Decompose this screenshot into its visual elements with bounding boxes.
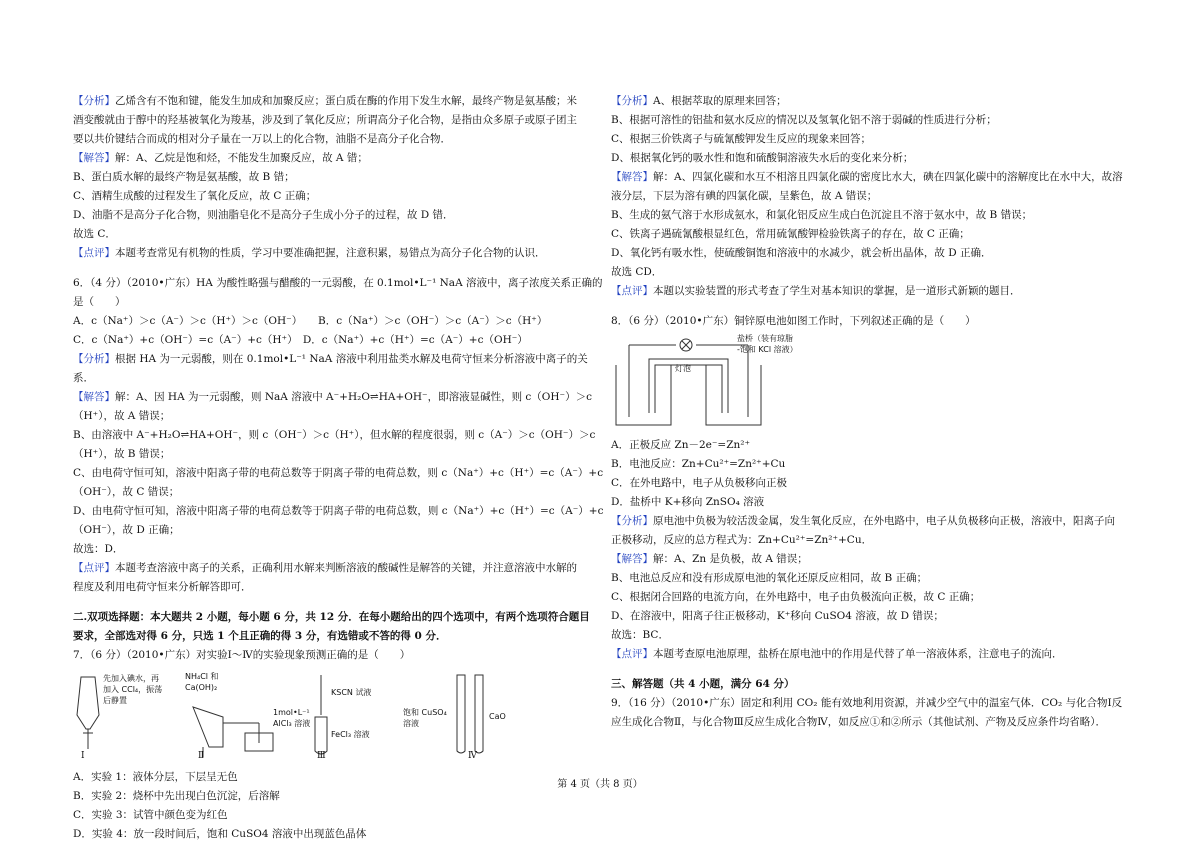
q7-label-2-line: NH₄Cl 和 — [185, 672, 219, 681]
q7-option: D．实验 4：放一段时间后，饱和 CuSO4 溶液中出现蓝色晶体 — [73, 828, 367, 840]
q7-solution-line: 【解答】解：A、四氯化碳和水互不相溶且四氯化碳的密度比水大，碘在四氯化碳中的溶解度比在水中大，故溶 — [611, 171, 1123, 183]
q8-bridge-label — [737, 333, 798, 355]
q8-cell-figure — [611, 335, 1131, 430]
q5-analysis-line: 要以共价键结合而成的相对分子量在一万以上的化合物，油脂不是高分子化合物． — [73, 133, 451, 145]
q7-label-1-line: 后静置 — [103, 696, 127, 705]
q8-solution-line: 故选：BC． — [611, 629, 669, 641]
section2-heading: 二.双项选择题：本大题共 2 小题，每小题 6 分，共 12 分．在每小题给出的四个选项中，有两个选项符合题目 — [73, 611, 590, 623]
q7-label-1-line: 加入 CCl₄，振荡 — [103, 685, 163, 694]
q6-option-line: A．c（Na⁺）＞c（A⁻）＞c（H⁺）＞c（OH⁻） B．c（Na⁺）＞c（OH⁻）＞c（A⁻）＞c（H⁺） — [73, 315, 548, 327]
q7-label-3-line: 1mol•L⁻¹ — [273, 708, 310, 717]
q5-solution-line: D、油脂不是高分子化合物，则油脂皂化不是高分子生成小分子的过程，故 D 错． — [73, 209, 454, 221]
section-tag: 【点评】 — [73, 247, 115, 259]
q7-solution-line: D、氧化钙有吸水性，使硫酸铜饱和溶液中的水减少，就会析出晶体，故 D 正确． — [611, 247, 992, 259]
q5-solution-line: 故选 C． — [73, 228, 116, 240]
section3-heading: 三、解答题（共 4 小题，满分 64 分） — [611, 678, 795, 690]
q8-option: A．正极反应 Zn－2e⁻=Zn²⁺ — [611, 439, 751, 451]
q7-experiment-figure — [73, 667, 583, 762]
q5-analysis-line: 酒变酸就由于醇中的羟基被氧化为羧基，涉及到了氧化反应；所谓高分子化合物，是指由众多原子或原子团主 — [73, 114, 577, 126]
q6-solution-line: B、由溶液中 A⁻+H₂O⇌HA+OH⁻，则 c（OH⁻）＞c（H⁺），但水解的程度很弱，则 c（A⁻）＞c（OH⁻）＞c — [73, 429, 596, 441]
q7-label-4: KSCN 试液 — [331, 688, 372, 697]
q6-solution-line: 故选：D． — [73, 543, 124, 555]
q7-label-5: FeCl₃ 溶液 — [331, 730, 370, 739]
q7-label-6-line: 饱和 CuSO₄ — [403, 708, 447, 717]
q7-label-1 — [103, 673, 162, 706]
q6-solution-line: 【解答】解：A、因 HA 为一元弱酸，则 NaA 溶液中 A⁻+H₂O⇌HA+OH⁻，即溶液显碱性，则 c（OH⁻）＞c — [73, 391, 592, 403]
q9-stem: 9．（16 分）（2010•广东）固定和利用 CO₂ 能有效地利用资源，并减少空气中的温室气体．CO₂ 与化合物Ⅰ反 — [611, 697, 1123, 709]
q7-roman-2: Ⅱ — [198, 751, 205, 761]
section2-heading: 要求，全部选对得 6 分，只选 1 个且正确的得 3 分，有选错或不答的得 0 分． — [73, 630, 447, 642]
q6-analysis-line: 系． — [73, 372, 94, 384]
q7-label-6-line: 溶液 — [403, 719, 419, 728]
q7-solution-line: C、铁离子遇硫氰酸根显红色，常用硫氰酸钾检验铁离子的存在，故 C 正确； — [611, 228, 970, 240]
q8-bulb-label: 灯泡 — [675, 364, 691, 373]
q6-comment: 【点评】本题考查溶液中离子的关系，正确利用水解来判断溶液的酸碱性是解答的关键，并注意溶液中水解的 — [73, 562, 577, 574]
q5-comment: 【点评】本题考查常见有机物的性质，学习中要准确把握，注意积累，易错点为高分子化合物的认识． — [73, 247, 546, 259]
q6-stem: 6．（4 分）（2010•广东）HA 为酸性略强与醋酸的一元弱酸，在 0.1mol•L⁻¹ NaA 溶液中，离子浓度关系正确的 — [73, 277, 603, 289]
q7-roman-3: Ⅲ — [317, 751, 326, 761]
q7-label-2 — [185, 671, 219, 693]
q8-solution-line: 【解答】解：A、Zn 是负极，故 A 错误； — [611, 553, 808, 565]
q6-comment: 程度及利用电荷守恒来分析解答即可． — [73, 581, 252, 593]
q8-comment: 【点评】本题考查原电池原理，盐桥在原电池中的作用是代替了单一溶液体系，注意电子的流向． — [611, 648, 1063, 660]
q6-solution-line: （OH⁻），故 C 错误； — [73, 486, 180, 498]
q5-solution-line: 【解答】解：A、乙烷是饱和烃，不能发生加聚反应，故 A 错； — [73, 152, 368, 164]
q8-option: D．盐桥中 K+移向 ZnSO₄ 溶液 — [611, 496, 765, 508]
q7-label-3 — [273, 707, 310, 729]
q7-label-6 — [403, 707, 447, 729]
q7-analysis-line: 【分析】A、根据萃取的原理来回答； — [611, 95, 787, 107]
section-tag: 【解答】 — [611, 171, 653, 183]
q7-solution-line: 故选 CD． — [611, 266, 663, 278]
section-tag: 【分析】 — [73, 353, 115, 365]
q6-solution-line: （H⁺），故 B 错误； — [73, 448, 171, 460]
right-column — [611, 92, 1131, 732]
section-tag: 【解答】 — [611, 553, 653, 565]
q6-analysis-line: 【分析】根据 HA 为一元弱酸，则在 0.1mol•L⁻¹ NaA 溶液中利用盐类水解及电荷守恒来分析溶液中离子的关 — [73, 353, 588, 365]
q8-option: B．电池反应：Zn+Cu²⁺=Zn²⁺+Cu — [611, 458, 786, 470]
q7-option: A．实验 1：液体分层，下层呈无色 — [73, 771, 238, 783]
q6-option-line: C．c（Na⁺）+c（OH⁻）=c（A⁻）+c（H⁺） D．c（Na⁺）+c（H⁺）=c（A⁻）+c（OH⁻） — [73, 334, 528, 346]
q7-roman-1: Ⅰ — [81, 751, 85, 761]
section-tag: 【分析】 — [73, 95, 115, 107]
q5-solution-line: B、蛋白质水解的最终产物是氨基酸，故 B 错； — [73, 171, 295, 183]
section-tag: 【解答】 — [73, 152, 115, 164]
q8-bridge-label-line: 盐桥（装有琼脂 — [737, 334, 793, 343]
q8-bridge-label-line: -饱和 KCl 溶液） — [737, 345, 798, 354]
q8-stem: 8．（6 分）（2010•广东）铜锌原电池如图工作时，下列叙述正确的是（ ） — [611, 315, 976, 327]
q7-option: C．实验 3：试管中颜色变为红色 — [73, 809, 228, 821]
q8-option: C．在外电路中，电子从负极移向正极 — [611, 477, 788, 489]
q8-analysis-line: 正极移动，反应的总方程式为：Zn+Cu²⁺=Zn²⁺+Cu． — [611, 534, 873, 546]
q7-analysis-line: B、根据可溶性的铝盐和氨水反应的情况以及氢氧化铝不溶于弱碱的性质进行分析； — [611, 114, 997, 126]
q7-label-1-line: 先加入碘水，再 — [103, 674, 159, 683]
q8-solution-line: B、电池总反应和没有形成原电池的氧化还原反应相同，故 B 正确； — [611, 572, 928, 584]
q8-solution-line: C、根据闭合回路的电流方向，在外电路中，电子由负极流向正极，故 C 正确； — [611, 591, 981, 603]
q7-roman-4: Ⅳ — [468, 751, 477, 761]
section-tag: 【解答】 — [73, 391, 115, 403]
section-tag: 【点评】 — [73, 562, 115, 574]
section-tag: 【点评】 — [611, 285, 653, 297]
q7-label-3-line: AlCl₃ 溶液 — [273, 719, 311, 728]
q7-analysis-line: D、根据氧化钙的吸水性和饱和硫酸铜溶液失水后的变化来分析； — [611, 152, 914, 164]
q6-stem: 是（ ） — [73, 296, 126, 308]
q6-solution-line: C、由电荷守恒可知，溶液中阳离子带的电荷总数等于阴离子带的电荷总数，则 c（Na⁺）+c（H⁺）=c（A⁻）+c — [73, 467, 604, 479]
q7-solution-line: B、生成的氨气溶于水形成氨水，和氯化铝反应生成白色沉淀且不溶于氨水中，故 B 错误； — [611, 209, 1033, 221]
section-tag: 【点评】 — [611, 648, 653, 660]
q7-analysis-line: C、根据三价铁离子与硫氰酸钾发生反应的现象来回答； — [611, 133, 872, 145]
q9-stem: 应生成化合物Ⅱ，与化合物Ⅲ反应生成化合物Ⅳ，如反应①和②所示（其他试剂、产物及反应条件均省略）． — [611, 716, 1107, 728]
q5-analysis-line: 【分析】乙烯含有不饱和键，能发生加成和加聚反应；蛋白质在酶的作用下发生水解，最终产物是氨基酸；米 — [73, 95, 577, 107]
q7-label-2-line: Ca(OH)₂ — [185, 683, 218, 692]
q6-solution-line: （OH⁻），故 D 正确； — [73, 524, 180, 536]
q8-analysis-line: 【分析】原电池中负极为较活泼金属，发生氧化反应，在外电路中，电子从负极移向正极，溶液中，阳离子向 — [611, 515, 1115, 527]
q7-option: B．实验 2：烧杯中先出现白色沉淀，后溶解 — [73, 790, 280, 802]
q7-stem: 7．（6 分）（2010•广东）对实验Ⅰ～Ⅳ的实验现象预测正确的是（ ） — [73, 649, 411, 661]
page-footer: 第 4 页（共 8 页） — [557, 779, 643, 790]
q5-solution-line: C、酒精生成酸的过程发生了氧化反应，故 C 正确； — [73, 190, 317, 202]
q7-label-7: CaO — [489, 712, 506, 721]
q8-solution-line: D、在溶液中，阳离子往正极移动，K⁺移向 CuSO4 溶液，故 D 错误； — [611, 610, 944, 622]
q6-solution-line: D、由电荷守恒可知，溶液中阳离子带的电荷总数等于阴离子带的电荷总数，则 c（Na⁺）+c（H⁺）=c（A⁻）+c — [73, 505, 604, 517]
q7-solution-line: 液分层，下层为溶有碘的四氯化碳，呈紫色，故 A 错误； — [611, 190, 878, 202]
q6-solution-line: （H⁺），故 A 错误； — [73, 410, 171, 422]
section-tag: 【分析】 — [611, 515, 653, 527]
section-tag: 【分析】 — [611, 95, 653, 107]
q7-comment: 【点评】本题以实验装置的形式考查了学生对基本知识的掌握，是一道形式新颖的题目． — [611, 285, 1021, 297]
